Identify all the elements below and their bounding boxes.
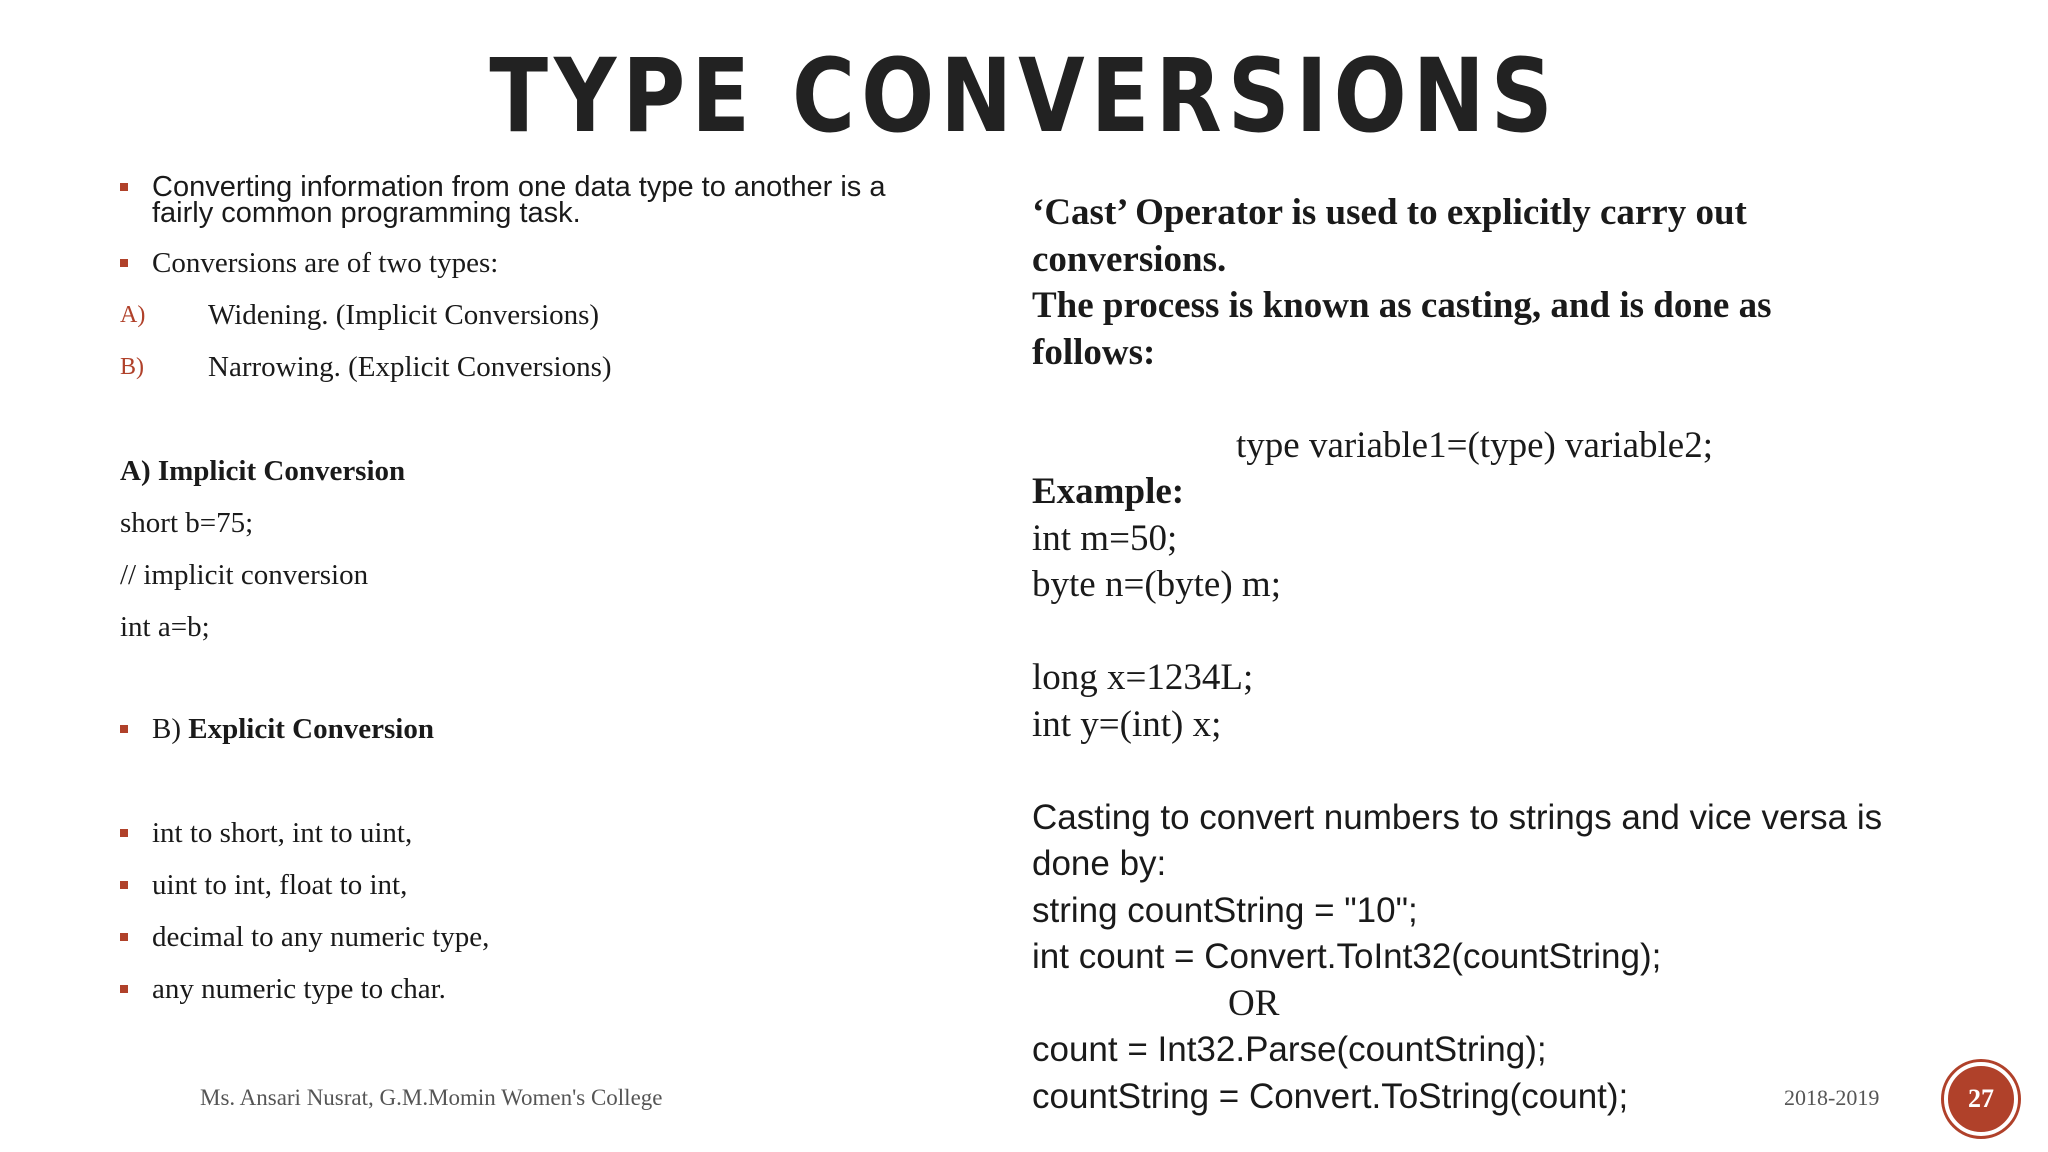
implicit-heading: A) Implicit Conversion <box>120 455 406 487</box>
bullet-icon <box>120 933 128 941</box>
blank-line <box>1032 609 2032 656</box>
code-line: int m=50; <box>1032 517 1178 559</box>
right-column <box>1032 190 2032 1120</box>
text-line: follows: <box>1032 331 1156 373</box>
code-line: count = Int32.Parse(countString); <box>1032 1030 1547 1069</box>
syntax-line: type variable1=(type) variable2; <box>1236 424 1713 466</box>
code-line: int y=(int) x; <box>1032 703 1222 745</box>
bullet-icon <box>120 725 128 733</box>
text-line: ‘Cast’ Operator is used to explicitly carry out <box>1032 192 1747 233</box>
footer-author: Ms. Ansari Nusrat, G.M.Momin Women's College <box>200 1085 663 1110</box>
bullet-icon <box>120 259 128 267</box>
page-number-badge <box>1944 1062 2018 1136</box>
code-line: int a=b; <box>120 611 210 643</box>
list-marker: A) <box>120 302 146 328</box>
explicit-heading: Explicit Conversion <box>188 713 434 745</box>
slide-title: TYPE CONVERSIONS <box>489 38 1559 156</box>
code-line: long x=1234L; <box>1032 657 1254 698</box>
bullet-icon <box>120 985 128 993</box>
code-line: countString = Convert.ToString(count); <box>1032 1076 1629 1116</box>
text-line: Casting to convert numbers to strings and vice versa is <box>1032 797 1883 837</box>
code-line: string countString = "10"; <box>1032 890 1418 930</box>
code-line: int count = Convert.ToInt32(countString); <box>1032 937 1662 976</box>
or-label: OR <box>1228 982 1280 1024</box>
text-line: conversions. <box>1032 238 1227 280</box>
blank-line <box>1032 376 2032 423</box>
code-line: byte n=(byte) m; <box>1032 564 1281 605</box>
bullet-icon <box>120 183 128 191</box>
blank-line <box>1032 748 2032 795</box>
text-line: done by: <box>1032 844 1167 883</box>
code-line: short b=75; <box>120 507 254 539</box>
example-label: Example: <box>1032 471 1185 512</box>
list-marker: B) <box>120 354 144 380</box>
code-line: // implicit conversion <box>120 559 369 591</box>
bullet-icon <box>120 829 128 837</box>
page-number: 27 <box>1968 1084 1994 1113</box>
text-line: The process is known as casting, and is done as <box>1032 285 1772 326</box>
bullet-icon <box>120 881 128 889</box>
footer-year: 2018-2019 <box>1784 1085 1880 1110</box>
